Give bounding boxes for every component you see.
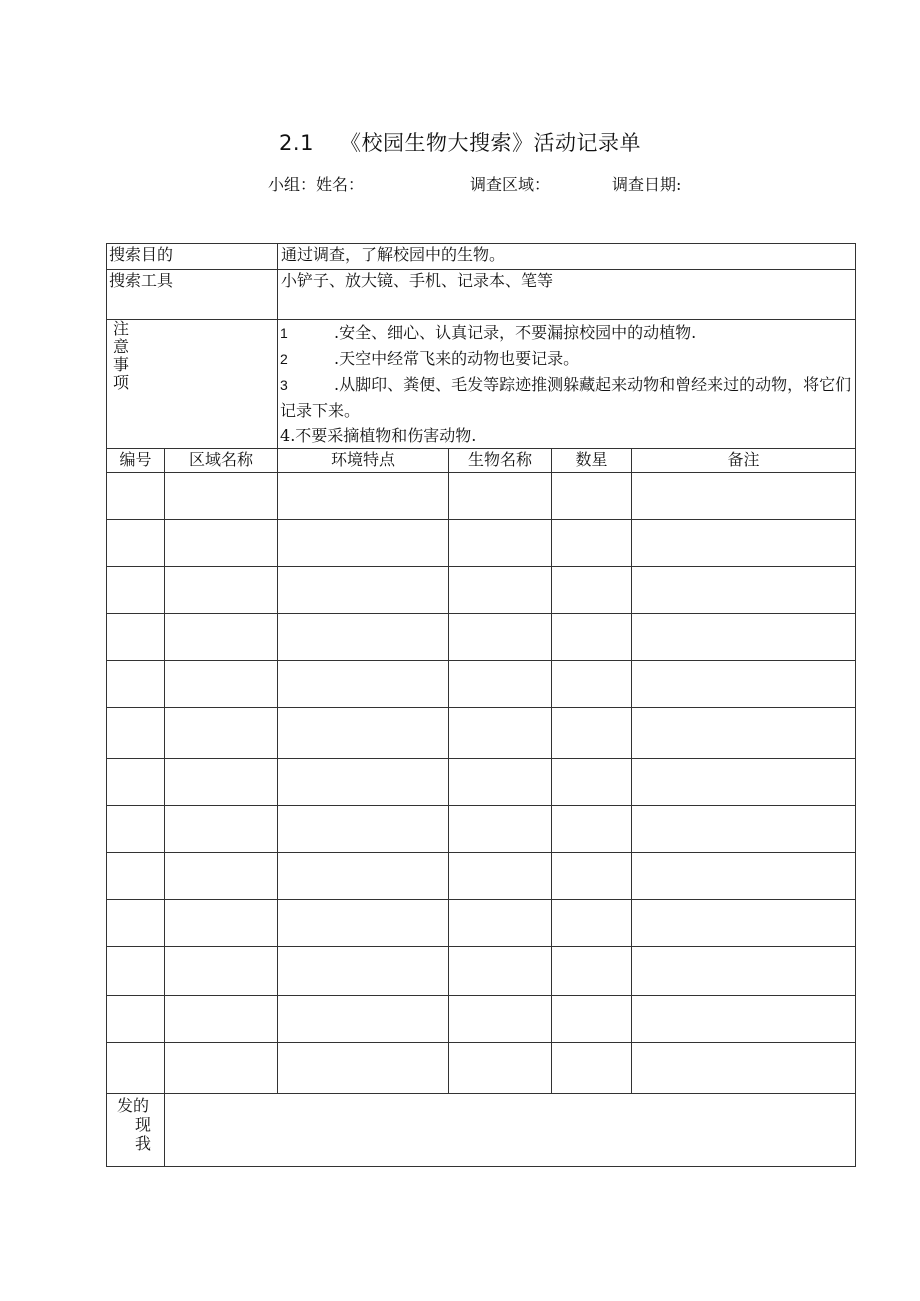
table-cell[interactable] bbox=[278, 473, 449, 520]
table-row bbox=[107, 567, 856, 614]
table-cell[interactable] bbox=[449, 520, 552, 567]
table-cell[interactable] bbox=[552, 567, 632, 614]
table-cell[interactable] bbox=[552, 853, 632, 900]
table-cell[interactable] bbox=[632, 473, 856, 520]
table-cell[interactable] bbox=[278, 900, 449, 947]
table-row bbox=[107, 708, 856, 759]
table-cell[interactable] bbox=[552, 661, 632, 708]
table-cell[interactable] bbox=[107, 614, 165, 661]
table-cell[interactable] bbox=[552, 947, 632, 996]
table-cell[interactable] bbox=[449, 759, 552, 806]
table-cell[interactable] bbox=[632, 614, 856, 661]
notes-label bbox=[107, 320, 278, 449]
notes-content bbox=[278, 320, 856, 449]
table-cell[interactable] bbox=[449, 996, 552, 1043]
table-cell[interactable] bbox=[107, 853, 165, 900]
note-number: 1 bbox=[280, 325, 288, 341]
findings-row bbox=[107, 1094, 856, 1167]
note-item bbox=[280, 372, 855, 423]
table-cell[interactable] bbox=[632, 996, 856, 1043]
table-row bbox=[107, 520, 856, 567]
table-cell[interactable] bbox=[107, 1043, 165, 1094]
table-cell[interactable] bbox=[632, 1043, 856, 1094]
column-header: 生物名称 bbox=[449, 449, 552, 473]
table-cell[interactable] bbox=[278, 520, 449, 567]
note-number: 2 bbox=[280, 351, 288, 367]
table-cell[interactable] bbox=[632, 900, 856, 947]
table-cell[interactable] bbox=[552, 996, 632, 1043]
table-cell[interactable] bbox=[107, 947, 165, 996]
table-cell[interactable] bbox=[165, 1043, 278, 1094]
table-cell[interactable] bbox=[449, 614, 552, 661]
table-cell[interactable] bbox=[165, 900, 278, 947]
column-header: 环境特点 bbox=[278, 449, 449, 473]
table-cell[interactable] bbox=[165, 996, 278, 1043]
tools-label: 搜索工具 bbox=[107, 270, 278, 320]
survey-area-field: 调查区域： bbox=[470, 175, 551, 194]
title-text: 《校园生物大搜索》活动记录单 bbox=[339, 131, 641, 155]
purpose-label: 搜索目的 bbox=[107, 244, 278, 270]
survey-date-field: 调查日期: bbox=[612, 175, 682, 194]
tools-row bbox=[107, 270, 856, 320]
column-header: 区域名称 bbox=[165, 449, 278, 473]
table-cell[interactable] bbox=[107, 708, 165, 759]
table-row bbox=[107, 853, 856, 900]
table-row bbox=[107, 759, 856, 806]
table-cell[interactable] bbox=[165, 473, 278, 520]
notes-row bbox=[107, 320, 856, 449]
table-cell[interactable] bbox=[552, 806, 632, 853]
table-cell[interactable] bbox=[278, 947, 449, 996]
table-cell[interactable] bbox=[449, 900, 552, 947]
table-cell[interactable] bbox=[552, 708, 632, 759]
notes-label-char: 意 bbox=[113, 337, 130, 356]
table-cell[interactable] bbox=[449, 661, 552, 708]
table-cell[interactable] bbox=[165, 661, 278, 708]
notes-label-char: 注 bbox=[113, 319, 130, 338]
table-cell[interactable] bbox=[278, 614, 449, 661]
note-text: .天空中经常飞来的动物也要记录。 bbox=[334, 349, 580, 368]
purpose-value: 通过调查，了解校园中的生物。 bbox=[278, 244, 856, 270]
table-row bbox=[107, 806, 856, 853]
table-cell[interactable] bbox=[632, 853, 856, 900]
table-cell[interactable] bbox=[552, 520, 632, 567]
record-table bbox=[106, 243, 856, 1167]
table-cell[interactable] bbox=[278, 996, 449, 1043]
table-cell[interactable] bbox=[552, 614, 632, 661]
table-cell[interactable] bbox=[632, 759, 856, 806]
table-cell[interactable] bbox=[449, 853, 552, 900]
column-header: 备注 bbox=[632, 449, 856, 473]
table-cell[interactable] bbox=[552, 900, 632, 947]
table-row bbox=[107, 661, 856, 708]
findings-label-char: 我 bbox=[135, 1134, 152, 1153]
table-cell[interactable] bbox=[632, 947, 856, 996]
table-cell[interactable] bbox=[552, 473, 632, 520]
column-header: 数星 bbox=[552, 449, 632, 473]
note-item bbox=[280, 346, 855, 372]
tools-value: 小铲子、放大镜、手机、记录本、笔等 bbox=[278, 270, 856, 320]
table-cell[interactable] bbox=[278, 567, 449, 614]
table-cell[interactable] bbox=[165, 520, 278, 567]
table-cell[interactable] bbox=[165, 614, 278, 661]
table-cell[interactable] bbox=[278, 759, 449, 806]
table-cell[interactable] bbox=[449, 947, 552, 996]
table-cell[interactable] bbox=[278, 708, 449, 759]
findings-label-char: 现 bbox=[135, 1115, 152, 1134]
title-number: 2.1 bbox=[279, 131, 314, 155]
table-cell[interactable] bbox=[552, 759, 632, 806]
table-cell[interactable] bbox=[552, 1043, 632, 1094]
table-cell[interactable] bbox=[165, 708, 278, 759]
note-text: .安全、细心、认真记录，不要漏掠校园中的动植物. bbox=[334, 323, 697, 342]
findings-label-char: 发的 bbox=[117, 1096, 150, 1115]
group-name-field: 小组：姓名： bbox=[268, 175, 365, 194]
table-cell[interactable] bbox=[107, 806, 165, 853]
table-cell[interactable] bbox=[278, 853, 449, 900]
note-text: .从脚印、粪便、毛发等踪迹推测躲藏起来动物和曾经来过的动物，将它们记录下来。 bbox=[280, 375, 852, 420]
table-row bbox=[107, 900, 856, 947]
table-cell[interactable] bbox=[107, 473, 165, 520]
purpose-row bbox=[107, 244, 856, 270]
table-cell[interactable] bbox=[278, 1043, 449, 1094]
note-number: 3 bbox=[280, 377, 288, 393]
findings-content[interactable] bbox=[165, 1094, 856, 1167]
table-cell[interactable] bbox=[632, 806, 856, 853]
table-cell[interactable] bbox=[449, 473, 552, 520]
table-cell[interactable] bbox=[278, 661, 449, 708]
table-cell[interactable] bbox=[632, 520, 856, 567]
note-item bbox=[280, 320, 855, 346]
table-cell[interactable] bbox=[449, 806, 552, 853]
table-cell[interactable] bbox=[449, 1043, 552, 1094]
notes-label-char: 事 bbox=[113, 355, 130, 374]
table-row bbox=[107, 614, 856, 661]
table-cell[interactable] bbox=[632, 661, 856, 708]
notes-label-char: 项 bbox=[113, 373, 130, 392]
table-cell[interactable] bbox=[165, 947, 278, 996]
table-row bbox=[107, 473, 856, 520]
table-cell[interactable] bbox=[165, 806, 278, 853]
table-cell[interactable] bbox=[632, 708, 856, 759]
table-row bbox=[107, 947, 856, 996]
note-item: 4.不要采摘植物和伤害动物. bbox=[280, 426, 477, 445]
table-row bbox=[107, 1043, 856, 1094]
findings-label bbox=[107, 1094, 165, 1167]
table-cell[interactable] bbox=[165, 853, 278, 900]
table-cell[interactable] bbox=[107, 900, 165, 947]
table-cell[interactable] bbox=[107, 567, 165, 614]
page-title bbox=[0, 127, 920, 157]
table-cell[interactable] bbox=[107, 759, 165, 806]
table-cell[interactable] bbox=[107, 520, 165, 567]
table-cell[interactable] bbox=[449, 567, 552, 614]
table-row bbox=[107, 996, 856, 1043]
table-cell[interactable] bbox=[278, 806, 449, 853]
column-header-row bbox=[107, 449, 856, 473]
table-cell[interactable] bbox=[165, 759, 278, 806]
column-header: 编号 bbox=[107, 449, 165, 473]
table-cell[interactable] bbox=[449, 708, 552, 759]
table-cell[interactable] bbox=[107, 661, 165, 708]
table-cell[interactable] bbox=[632, 567, 856, 614]
table-cell[interactable] bbox=[107, 996, 165, 1043]
table-cell[interactable] bbox=[165, 567, 278, 614]
